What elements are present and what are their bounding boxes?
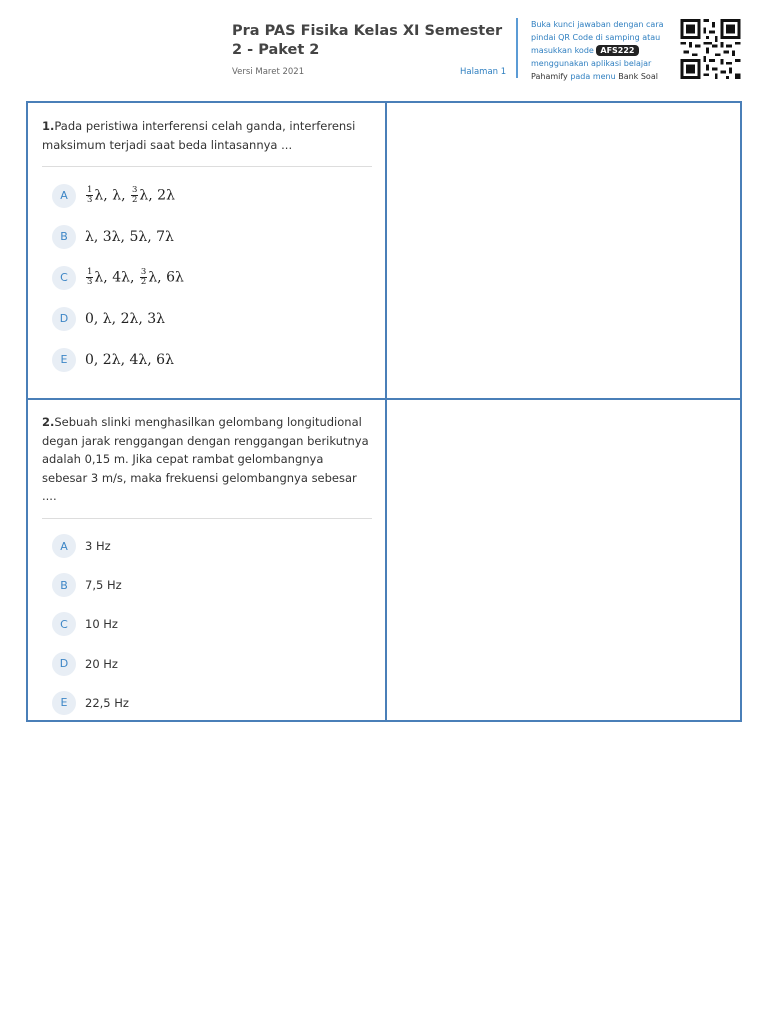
question-number: 1. — [42, 119, 55, 133]
question-1 — [42, 117, 372, 380]
page-title: Pra PAS Fisika Kelas XI Semester 2 - Paket 2 — [232, 23, 503, 58]
header-divider — [516, 18, 518, 78]
option-value: 10 Hz — [85, 617, 118, 632]
menu-name: Bank Soal — [618, 72, 658, 81]
option-letter: B — [52, 225, 76, 249]
option-a[interactable] — [42, 527, 372, 566]
question-body: Pada peristiwa interferensi celah ganda, interferensi maksimum terjadi saat beda lintasannya ... — [42, 119, 356, 152]
option-letter: A — [52, 184, 76, 208]
option-value: 22,5 Hz — [85, 695, 129, 710]
option-letter: D — [52, 652, 76, 676]
page-number: Halaman 1 — [460, 67, 507, 77]
question-2 — [42, 413, 372, 722]
option-e[interactable] — [42, 683, 372, 722]
question-separator — [42, 166, 372, 167]
question-text — [42, 117, 372, 154]
option-value: 0, λ, 2λ, 3λ — [85, 310, 166, 327]
info-text-1: Buka kunci jawaban dengan cara pindai QR Code di samping atau masukkan kode — [531, 20, 664, 55]
option-value: 7,5 Hz — [85, 578, 122, 593]
option-d[interactable] — [42, 644, 372, 683]
option-value: 0, 2λ, 4λ, 6λ — [85, 351, 174, 368]
option-value: 3 Hz — [85, 539, 111, 554]
option-a[interactable] — [42, 175, 372, 216]
question-number: 2. — [42, 415, 55, 429]
option-b[interactable] — [42, 566, 372, 605]
option-c[interactable] — [42, 605, 372, 644]
question-body: Sebuah slinki menghasilkan gelombang longitudional degan jarak renggangan dengan renggangan berikutnya adalah 0,15 m. Jika cepat rambat gelombangnya sebesar 3 m/s, maka frekuensi gelombangnya sebesar .... — [42, 415, 369, 503]
option-c[interactable] — [42, 257, 372, 298]
option-letter: A — [52, 534, 76, 558]
option-value: λ, 3λ, 5λ, 7λ — [85, 228, 174, 245]
question-text — [42, 413, 372, 506]
app-name: Pahamify — [531, 72, 568, 81]
option-letter: E — [52, 348, 76, 372]
option-letter: B — [52, 573, 76, 597]
option-d[interactable] — [42, 298, 372, 339]
answer-key-info — [531, 18, 671, 83]
info-text-2: menggunakan aplikasi belajar — [531, 59, 652, 68]
option-letter: C — [52, 266, 76, 290]
option-value: $\frac{1}{3}$ λ, 4λ, $\frac{3}{2}$ λ, 6λ — [87, 267, 184, 287]
option-b[interactable] — [42, 216, 372, 257]
version-label: Versi Maret 2021 — [232, 67, 305, 77]
option-value: 20 Hz — [85, 656, 118, 671]
option-letter: E — [52, 691, 76, 715]
option-value: $\frac{1}{3}$ λ, λ, $\frac{3}{2}$ λ, 2λ — [87, 185, 175, 205]
grid-horizontal-line — [28, 398, 740, 400]
page-header — [0, 0, 768, 100]
option-letter: C — [52, 612, 76, 636]
option-e[interactable] — [42, 339, 372, 380]
grid-vertical-line — [385, 103, 387, 720]
qr-code-icon[interactable] — [679, 19, 742, 79]
question-grid — [26, 101, 742, 722]
option-letter: D — [52, 307, 76, 331]
info-text-3: pada menu — [570, 72, 616, 81]
code-badge: AFS222 — [596, 45, 638, 56]
question-separator — [42, 518, 372, 519]
